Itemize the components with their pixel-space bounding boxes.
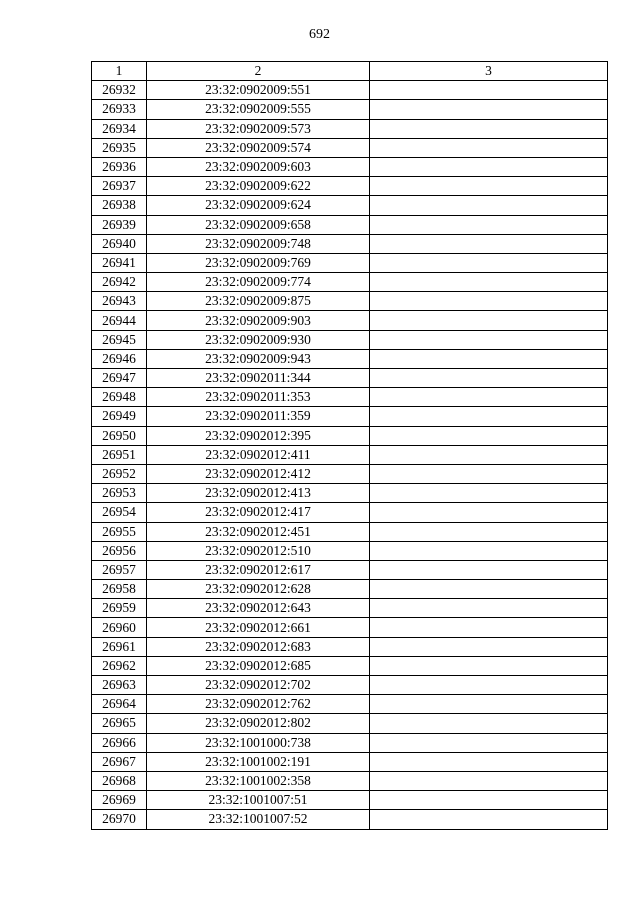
cadastral-number-cell: 23:32:0902012:685 [147,656,370,675]
note-cell [370,177,608,196]
row-number-cell: 26935 [92,138,147,157]
note-cell [370,560,608,579]
cadastral-number-cell: 23:32:0902009:875 [147,292,370,311]
table-row [92,330,608,349]
row-number-cell: 26950 [92,426,147,445]
row-number-cell: 26939 [92,215,147,234]
cadastral-number-cell: 23:32:0902009:774 [147,273,370,292]
table-row [92,810,608,829]
note-cell [370,388,608,407]
table-row [92,81,608,100]
table-row [92,714,608,733]
table-row [92,215,608,234]
note-cell [370,791,608,810]
note-cell [370,215,608,234]
note-cell [370,196,608,215]
table-row [92,522,608,541]
cadastral-number-cell: 23:32:0902009:943 [147,349,370,368]
row-number-cell: 26942 [92,273,147,292]
cadastral-number-cell: 23:32:1001000:738 [147,733,370,752]
note-cell [370,599,608,618]
row-number-cell: 26958 [92,580,147,599]
cadastral-number-cell: 23:32:0902009:624 [147,196,370,215]
table-body [92,81,608,829]
note-cell [370,119,608,138]
cadastral-number-cell: 23:32:0902009:658 [147,215,370,234]
registry-table [91,61,608,830]
row-number-cell: 26945 [92,330,147,349]
table-row [92,733,608,752]
row-number-cell: 26961 [92,637,147,656]
note-cell [370,503,608,522]
row-number-cell: 26951 [92,445,147,464]
cadastral-number-cell: 23:32:0902012:661 [147,618,370,637]
table-row [92,407,608,426]
cadastral-number-cell: 23:32:0902009:930 [147,330,370,349]
cadastral-number-cell: 23:32:0902012:451 [147,522,370,541]
table-row [92,292,608,311]
note-cell [370,752,608,771]
table-row [92,560,608,579]
table-row [92,445,608,464]
column-header-1: 1 [92,62,147,81]
table-row [92,695,608,714]
row-number-cell: 26969 [92,791,147,810]
table-row [92,464,608,483]
table-row [92,484,608,503]
table-row [92,503,608,522]
cadastral-number-cell: 23:32:0902012:411 [147,445,370,464]
table-row [92,676,608,695]
row-number-cell: 26966 [92,733,147,752]
note-cell [370,484,608,503]
cadastral-number-cell: 23:32:1001007:52 [147,810,370,829]
note-cell [370,522,608,541]
table-row [92,388,608,407]
row-number-cell: 26954 [92,503,147,522]
note-cell [370,541,608,560]
note-cell [370,100,608,119]
cadastral-number-cell: 23:32:1001002:191 [147,752,370,771]
row-number-cell: 26952 [92,464,147,483]
cadastral-number-cell: 23:32:0902012:802 [147,714,370,733]
table-row [92,771,608,790]
cadastral-number-cell: 23:32:0902012:762 [147,695,370,714]
row-number-cell: 26937 [92,177,147,196]
cadastral-number-cell: 23:32:0902009:603 [147,157,370,176]
table-row [92,426,608,445]
note-cell [370,637,608,656]
note-cell [370,656,608,675]
note-cell [370,676,608,695]
table-row [92,599,608,618]
note-cell [370,618,608,637]
table-row [92,311,608,330]
cadastral-number-cell: 23:32:0902009:574 [147,138,370,157]
cadastral-number-cell: 23:32:0902012:702 [147,676,370,695]
table-row [92,656,608,675]
cadastral-number-cell: 23:32:0902012:683 [147,637,370,656]
table-row [92,791,608,810]
note-cell [370,234,608,253]
note-cell [370,810,608,829]
row-number-cell: 26964 [92,695,147,714]
note-cell [370,292,608,311]
note-cell [370,138,608,157]
table-row [92,637,608,656]
table-row [92,196,608,215]
cadastral-number-cell: 23:32:0902012:628 [147,580,370,599]
cadastral-number-cell: 23:32:0902012:510 [147,541,370,560]
note-cell [370,253,608,272]
note-cell [370,771,608,790]
row-number-cell: 26932 [92,81,147,100]
column-header-2: 2 [147,62,370,81]
row-number-cell: 26933 [92,100,147,119]
cadastral-number-cell: 23:32:1001007:51 [147,791,370,810]
note-cell [370,580,608,599]
row-number-cell: 26936 [92,157,147,176]
cadastral-number-cell: 23:32:0902009:748 [147,234,370,253]
table-row [92,234,608,253]
row-number-cell: 26970 [92,810,147,829]
table-row [92,369,608,388]
column-header-3: 3 [370,62,608,81]
note-cell [370,273,608,292]
row-number-cell: 26955 [92,522,147,541]
note-cell [370,407,608,426]
cadastral-number-cell: 23:32:0902011:359 [147,407,370,426]
table-row [92,177,608,196]
cadastral-number-cell: 23:32:0902011:353 [147,388,370,407]
row-number-cell: 26941 [92,253,147,272]
page-number: 692 [309,27,330,42]
cadastral-number-cell: 23:32:0902009:551 [147,81,370,100]
table-row [92,253,608,272]
note-cell [370,714,608,733]
cadastral-number-cell: 23:32:0902009:769 [147,253,370,272]
row-number-cell: 26956 [92,541,147,560]
cadastral-number-cell: 23:32:0902009:903 [147,311,370,330]
table-row [92,273,608,292]
row-number-cell: 26962 [92,656,147,675]
row-number-cell: 26968 [92,771,147,790]
table-row [92,541,608,560]
cadastral-number-cell: 23:32:0902012:643 [147,599,370,618]
note-cell [370,369,608,388]
row-number-cell: 26946 [92,349,147,368]
table-row [92,138,608,157]
cadastral-number-cell: 23:32:0902009:555 [147,100,370,119]
row-number-cell: 26938 [92,196,147,215]
note-cell [370,733,608,752]
cadastral-number-cell: 23:32:0902012:412 [147,464,370,483]
table-row [92,349,608,368]
note-cell [370,464,608,483]
note-cell [370,426,608,445]
note-cell [370,349,608,368]
cadastral-number-cell: 23:32:0902012:395 [147,426,370,445]
table-row [92,100,608,119]
table-row [92,618,608,637]
row-number-cell: 26963 [92,676,147,695]
row-number-cell: 26967 [92,752,147,771]
note-cell [370,330,608,349]
table-row [92,752,608,771]
row-number-cell: 26948 [92,388,147,407]
row-number-cell: 26960 [92,618,147,637]
cadastral-number-cell: 23:32:0902011:344 [147,369,370,388]
row-number-cell: 26940 [92,234,147,253]
cadastral-number-cell: 23:32:0902012:617 [147,560,370,579]
note-cell [370,81,608,100]
note-cell [370,311,608,330]
cadastral-number-cell: 23:32:0902012:413 [147,484,370,503]
cadastral-number-cell: 23:32:0902009:622 [147,177,370,196]
table-row [92,580,608,599]
row-number-cell: 26949 [92,407,147,426]
cadastral-number-cell: 23:32:1001002:358 [147,771,370,790]
note-cell [370,157,608,176]
row-number-cell: 26953 [92,484,147,503]
note-cell [370,695,608,714]
row-number-cell: 26959 [92,599,147,618]
table-row [92,119,608,138]
row-number-cell: 26957 [92,560,147,579]
row-number-cell: 26947 [92,369,147,388]
row-number-cell: 26965 [92,714,147,733]
row-number-cell: 26934 [92,119,147,138]
cadastral-number-cell: 23:32:0902012:417 [147,503,370,522]
table-header-row [92,62,608,81]
cadastral-number-cell: 23:32:0902009:573 [147,119,370,138]
table-row [92,157,608,176]
row-number-cell: 26943 [92,292,147,311]
row-number-cell: 26944 [92,311,147,330]
note-cell [370,445,608,464]
